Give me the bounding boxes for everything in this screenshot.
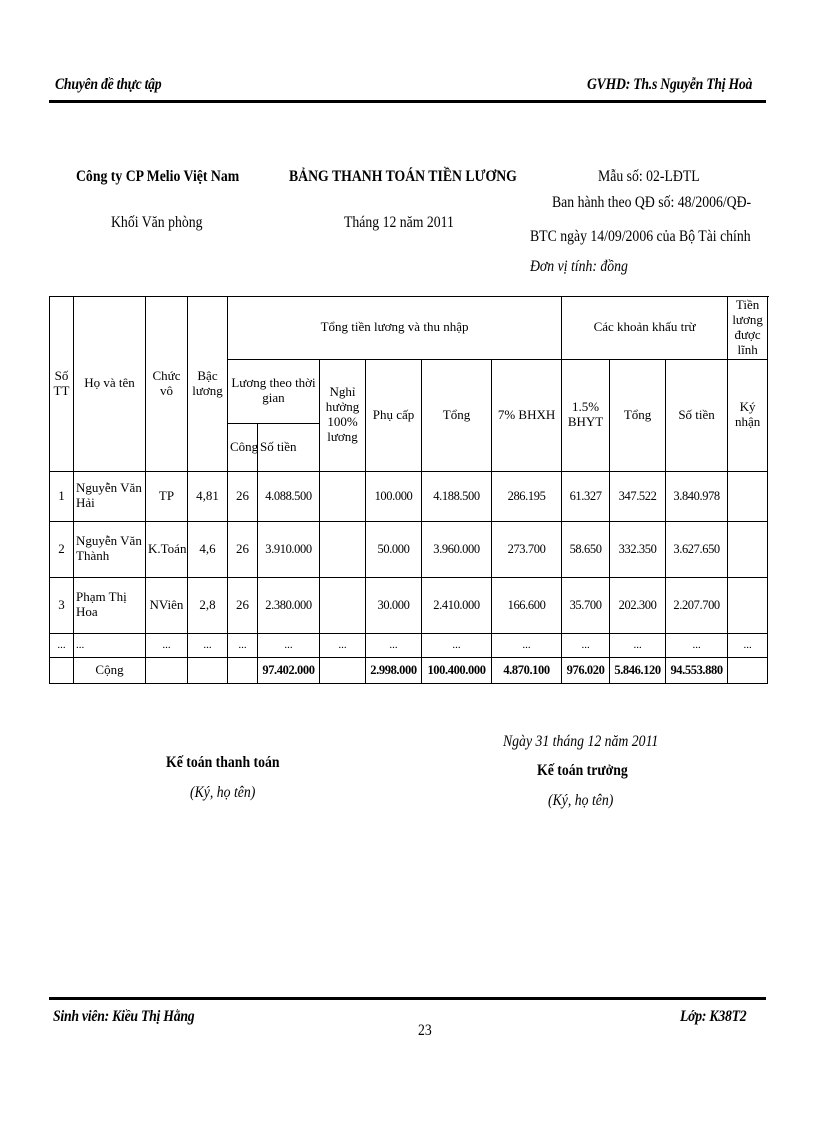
cell-deduct-total: 332.350 <box>610 521 666 577</box>
cell-sign <box>728 471 768 521</box>
page-number: 23 <box>418 1022 432 1039</box>
cell-total: 4.188.500 <box>422 471 492 521</box>
cell-bhxh: 273.700 <box>492 521 562 577</box>
footer-student: Sinh viên: Kiều Thị Hằng <box>53 1008 195 1025</box>
col-header-sign: Ký nhận <box>728 359 768 471</box>
cell-allowance: 50.000 <box>366 521 422 577</box>
col-header-received-amount: Số tiền <box>666 359 728 471</box>
col-header-amount: Số tiền <box>258 423 320 471</box>
form-code: Mẫu số: 02-LĐTL <box>598 168 700 185</box>
col-group-income: Tổng tiền lương và thu nhập <box>228 297 562 360</box>
document-title: BẢNG THANH TOÁN TIỀN LƯƠNG <box>289 168 517 185</box>
cell-grade: 2,8 <box>188 577 228 633</box>
cell-leave: ... <box>320 633 366 657</box>
total-deductions: 5.846.120 <box>610 657 666 683</box>
header-left-text: Chuyên đề thực tập <box>55 76 162 93</box>
cell-leave <box>320 577 366 633</box>
cell-days: 26 <box>228 471 258 521</box>
cell-grade: 4,6 <box>188 521 228 577</box>
cell-position: ... <box>146 633 188 657</box>
cell-allowance: 100.000 <box>366 471 422 521</box>
cell-days: ... <box>228 633 258 657</box>
cell-empty <box>146 657 188 683</box>
cell-name: ... <box>74 633 146 657</box>
total-amount: 97.402.000 <box>258 657 320 683</box>
col-header-days: Công <box>228 423 258 471</box>
cell-allowance: 30.000 <box>366 577 422 633</box>
cell-total: 2.410.000 <box>422 577 492 633</box>
cell-deduct-total: 202.300 <box>610 577 666 633</box>
company-name: Công ty CP Melio Việt Nam <box>76 168 240 185</box>
cell-sign <box>728 521 768 577</box>
cell-empty <box>728 657 768 683</box>
col-header-position: Chức vô <box>146 297 188 472</box>
cell-name: Nguyễn Văn Thành <box>74 521 146 577</box>
col-header-name: Họ và tên <box>74 297 146 472</box>
col-header-total: Tổng <box>422 359 492 471</box>
cell-amount: 4.088.500 <box>258 471 320 521</box>
cell-allowance: ... <box>366 633 422 657</box>
col-header-grade: Bậc lương <box>188 297 228 472</box>
cell-leave <box>320 521 366 577</box>
cell-empty <box>228 657 258 683</box>
cell-leave <box>320 471 366 521</box>
cell-empty <box>188 657 228 683</box>
col-header-bhxh: 7% BHXH <box>492 359 562 471</box>
header-row-1 <box>50 297 768 360</box>
currency-unit: Đơn vị tính: đồng <box>530 258 628 275</box>
cell-received: ... <box>666 633 728 657</box>
total-allowance: 2.998.000 <box>366 657 422 683</box>
cell-name: Phạm Thị Hoa <box>74 577 146 633</box>
total-bhxh: 4.870.100 <box>492 657 562 683</box>
cell-position: K.Toán <box>146 521 188 577</box>
cell-stt: 2 <box>50 521 74 577</box>
footer-rule <box>49 997 766 1000</box>
totals-label: Cộng <box>74 657 146 683</box>
col-header-allowance: Phụ cấp <box>366 359 422 471</box>
signature-date: Ngày 31 tháng 12 năm 2011 <box>503 733 659 750</box>
cell-position: NViên <box>146 577 188 633</box>
cell-sign: ... <box>728 633 768 657</box>
form-decision-line2: BTC ngày 14/09/2006 của Bộ Tài chính <box>530 228 751 245</box>
cell-sign <box>728 577 768 633</box>
cell-bhyt: ... <box>562 633 610 657</box>
cell-received: 3.627.650 <box>666 521 728 577</box>
cell-grade: 4,81 <box>188 471 228 521</box>
table-row <box>50 471 768 521</box>
cell-stt: 1 <box>50 471 74 521</box>
cell-deduct-total: 347.522 <box>610 471 666 521</box>
cell-days: 26 <box>228 577 258 633</box>
cell-amount: 3.910.000 <box>258 521 320 577</box>
col-header-deduct-total: Tổng <box>610 359 666 471</box>
cell-stt: 3 <box>50 577 74 633</box>
document-period: Tháng 12 năm 2011 <box>344 214 454 231</box>
cell-amount: 2.380.000 <box>258 577 320 633</box>
cell-name: Nguyễn Văn Hải <box>74 471 146 521</box>
signature-right-note: (Ký, họ tên) <box>548 792 614 809</box>
cell-grade: ... <box>188 633 228 657</box>
col-header-bhyt: 1.5% BHYT <box>562 359 610 471</box>
cell-stt: ... <box>50 633 74 657</box>
payroll-table <box>49 296 768 684</box>
cell-bhyt: 58.650 <box>562 521 610 577</box>
col-group-deductions: Các khoản khấu trừ <box>562 297 728 360</box>
cell-bhxh: 166.600 <box>492 577 562 633</box>
cell-bhyt: 61.327 <box>562 471 610 521</box>
col-group-time-pay: Lương theo thời gian <box>228 359 320 423</box>
cell-days: 26 <box>228 521 258 577</box>
cell-bhxh: 286.195 <box>492 471 562 521</box>
cell-received: 2.207.700 <box>666 577 728 633</box>
cell-deduct-total: ... <box>610 633 666 657</box>
table-row <box>50 577 768 633</box>
company-dept: Khối Văn phòng <box>111 214 203 231</box>
col-header-leave: Nghỉ hưởng 100% lương <box>320 359 366 471</box>
signature-left-title: Kế toán thanh toán <box>166 754 280 771</box>
totals-row <box>50 657 768 683</box>
table-row <box>50 521 768 577</box>
signature-right-title: Kế toán trưởng <box>537 762 628 779</box>
col-header-stt: Số TT <box>50 297 74 472</box>
total-bhyt: 976.020 <box>562 657 610 683</box>
cell-empty <box>320 657 366 683</box>
cell-amount: ... <box>258 633 320 657</box>
cell-total: ... <box>422 633 492 657</box>
footer-class: Lớp: K38T2 <box>680 1008 747 1025</box>
header-right-text: GVHD: Th.s Nguyễn Thị Hoà <box>587 76 753 93</box>
header-rule <box>49 100 766 103</box>
total-income: 100.400.000 <box>422 657 492 683</box>
cell-total: 3.960.000 <box>422 521 492 577</box>
ellipsis-row <box>50 633 768 657</box>
col-group-received: Tiền lương được lĩnh <box>728 297 768 360</box>
cell-position: TP <box>146 471 188 521</box>
cell-bhxh: ... <box>492 633 562 657</box>
cell-empty <box>50 657 74 683</box>
signature-left-note: (Ký, họ tên) <box>190 784 256 801</box>
cell-received: 3.840.978 <box>666 471 728 521</box>
total-received: 94.553.880 <box>666 657 728 683</box>
cell-bhyt: 35.700 <box>562 577 610 633</box>
form-decision-line1: Ban hành theo QĐ số: 48/2006/QĐ- <box>552 194 752 211</box>
